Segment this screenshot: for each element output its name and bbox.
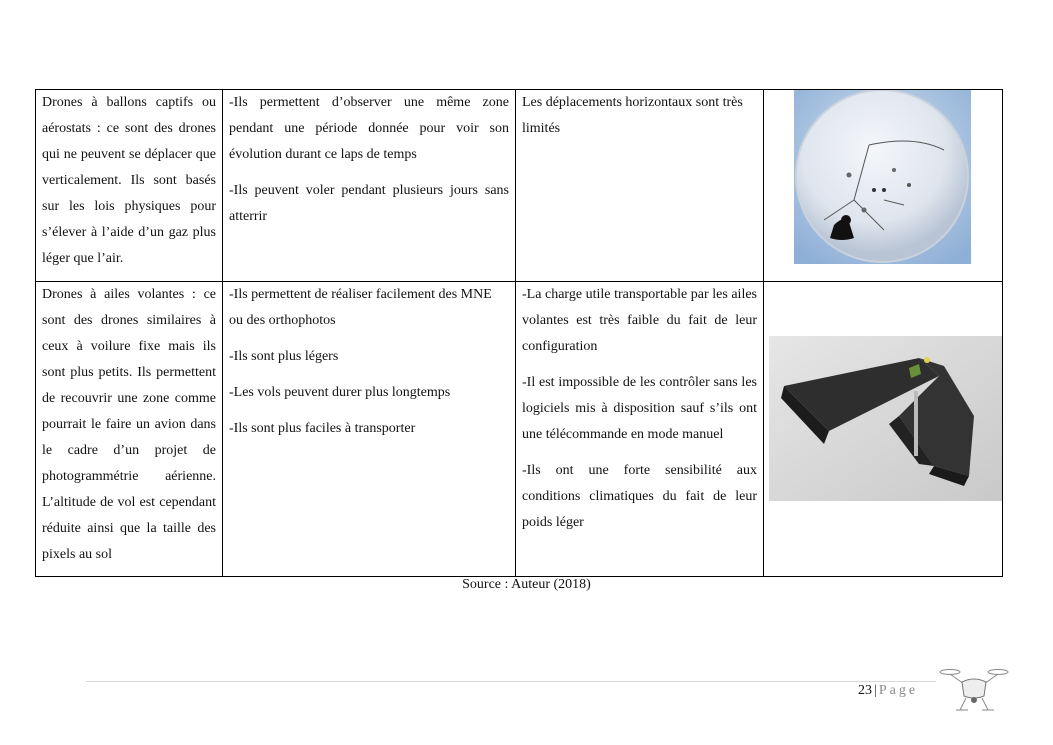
advantages-cell: [223, 90, 516, 282]
table-caption: Source : Auteur (2018): [462, 577, 591, 592]
advantage-item: -Ils permettent d’observer une même zone pendant une période donnée pour voir son évolution durant ce laps de temps: [229, 95, 509, 162]
disadvantage-item: Les déplacements horizontaux sont très limités: [522, 95, 743, 136]
footer-divider: [86, 681, 936, 682]
advantage-item: -Ils sont plus faciles à transporter: [229, 421, 416, 436]
drone-type-text: Drones à ailes volantes : ce sont des drones similaires à ceux à voilure fixe mais ils sont plus petits. Ils permettent de recouvrir une zone comme pourrait le faire un avion dans le cadre d’un projet de photogrammétrie aérienne. L’altitude de vol est cependant réduite ainsi que la taille des pixels au sol: [42, 287, 216, 562]
flying-wing-drone-image: [769, 336, 1002, 501]
page-word: Page: [878, 683, 919, 698]
drone-logo-icon: [938, 664, 1012, 714]
disadvantage-item: -Il est impossible de les contrôler sans les logiciels mis à disposition sauf s’ils ont une télécommande en mode manuel: [522, 375, 757, 442]
drone-comparison-table: [35, 89, 1003, 577]
disadvantages-cell: [516, 90, 764, 282]
disadvantage-item: -Ils ont une forte sensibilité aux conditions climatiques du fait de leur poids léger: [522, 463, 757, 530]
page-number: 23: [858, 683, 872, 698]
advantage-item: -Les vols peuvent durer plus longtemps: [229, 385, 451, 400]
advantage-item: -Ils permettent de réaliser facilement des MNE ou des orthophotos: [229, 287, 492, 328]
page-footer: [858, 683, 918, 699]
drone-type-cell: [36, 282, 223, 577]
disadvantage-item: -La charge utile transportable par les ailes volantes est très faible du fait de leur configuration: [522, 287, 757, 354]
image-cell: [764, 282, 1003, 577]
advantage-item: -Ils peuvent voler pendant plusieurs jours sans atterrir: [229, 183, 509, 224]
table-row: [36, 90, 1003, 282]
advantages-cell: [223, 282, 516, 577]
balloon-drone-image: [794, 90, 971, 264]
advantage-item: -Ils sont plus légers: [229, 349, 339, 364]
disadvantages-cell: [516, 282, 764, 577]
drone-type-text: Drones à ballons captifs ou aérostats : ce sont des drones qui ne peuvent se déplacer que verticalement. Ils sont basés sur les lois physiques pour s’élever à l’aide d’un gaz plus léger que l’air.: [42, 95, 216, 266]
footer-separator: |: [874, 683, 877, 698]
drone-type-cell: [36, 90, 223, 282]
image-cell: [764, 90, 1003, 282]
table-row: [36, 282, 1003, 577]
